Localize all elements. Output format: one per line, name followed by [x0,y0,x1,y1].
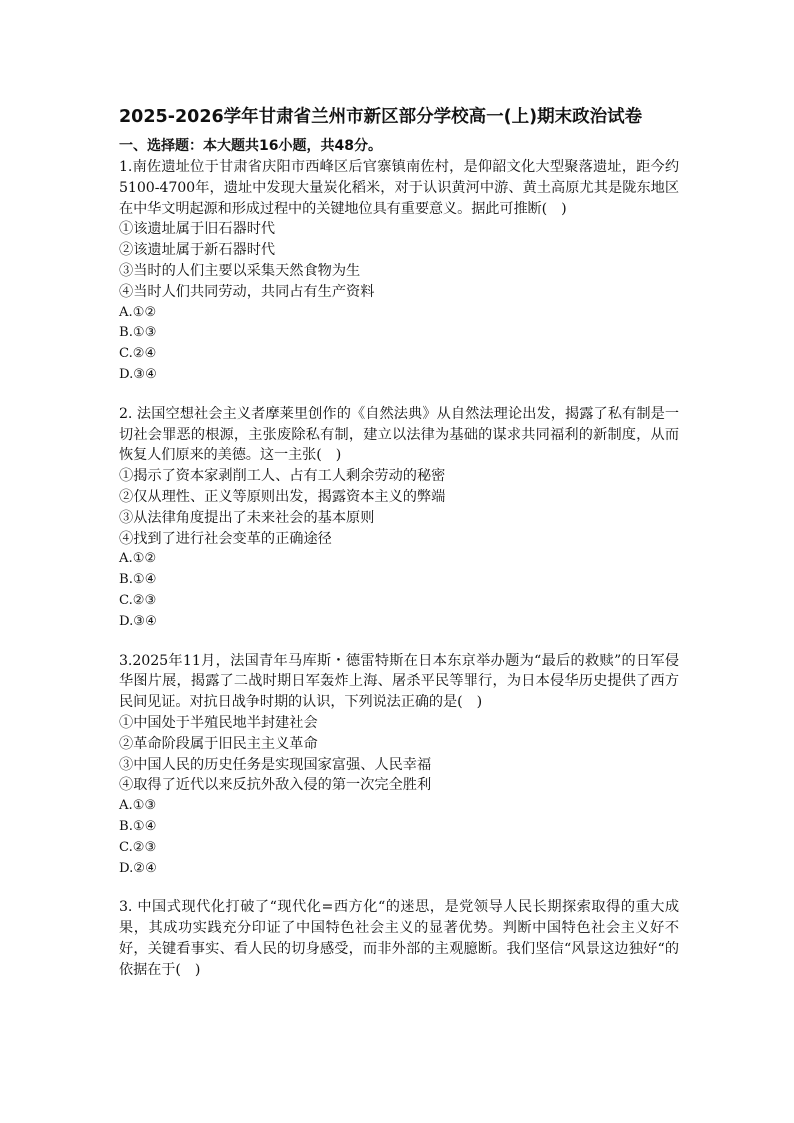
statement: ④找到了进行社会变革的正确途径 [119,530,332,547]
question-text: 1.南佐遗址位于甘肃省庆阳市西峰区后官寨镇南佐村，是仰韶文化大型聚落遗址，距今约5100-4700年，遗址中发现大量炭化稻米，对于认识黄河中游、黄土高原尤其是陇东地区在中华文明起源和形成过程中的关键地位具有重要意义。据此可推断( ) [119,159,679,217]
option-d: D.②④ [119,860,157,876]
exam-title: 2025-2026学年甘肃省兰州市新区部分学校高一(上)期末政治试卷 [119,107,643,127]
question-text: 3. 中国式现代化打破了“现代化=西方化“的迷思，是党领导人民长期探索取得的重大成果，其成功实践充分印证了中国特色社会主义的显著优势。判断中国特色社会主义好不好，关键看事实、看人民的切身感受，而非外部的主观臆断。我们坚信“风景这边独好“的依据在于( ) [119,899,679,978]
exam-page [119,104,679,998]
option-c: C.②④ [119,346,157,362]
question-3 [119,651,679,880]
option-c: C.②③ [119,592,157,608]
option-d: D.③④ [119,613,157,629]
statement: ①揭示了资本家剥削工人、占有工人剩余劳动的秘密 [119,468,446,485]
question-1 [119,157,679,386]
statement: ①该遗址属于旧石器时代 [119,221,276,238]
statement: ②仅从理性、正义等原则出发，揭露资本主义的弊端 [119,488,446,505]
option-c: C.②③ [119,839,157,855]
option-d: D.③④ [119,366,157,382]
question-text: 2. 法国空想社会主义者摩莱里创作的《自然法典》从自然法理论出发，揭露了私有制是一切社会罪恶的根源，主张废除私有制，建立以法律为基础的谋求共同福利的新制度，从而恢复人们原来的美德。这一主张( ) [119,405,679,464]
question-2 [119,404,679,633]
option-b: B.①④ [119,572,157,588]
section-heading: 一、选择题：本大题共16小题，共48分。 [119,138,382,154]
option-a: A.①② [119,551,157,567]
statement: ④当时人们共同劳动，共同占有生产资料 [119,283,375,300]
option-b: B.①④ [119,818,157,834]
statement: ④取得了近代以来反抗外敌入侵的第一次完全胜利 [119,777,432,794]
statement: ②该遗址属于新石器时代 [119,242,276,259]
option-b: B.①③ [119,325,157,341]
statement: ①中国处于半殖民地半封建社会 [119,714,318,731]
option-a: A.①③ [119,798,157,814]
statement: ③当时的人们主要以采集天然食物为生 [119,262,361,279]
question-4 [119,897,679,980]
statement: ②革命阶段属于旧民主主义革命 [119,735,318,752]
option-a: A.①② [119,304,157,320]
question-text: 3.2025年11月，法国青年马库斯・德雷特斯在日本东京举办题为“最后的救赎”的日军侵华图片展，揭露了二战时期日军轰炸上海、屠杀平民等罪行，为日本侵华历史提供了西方民间见证。对抗日战争时期的认识，下列说法正确的是( ) [119,652,679,711]
statement: ③从法律角度提出了未来社会的基本原则 [119,509,375,526]
statement: ③中国人民的历史任务是实现国家富强、人民幸福 [119,756,432,773]
